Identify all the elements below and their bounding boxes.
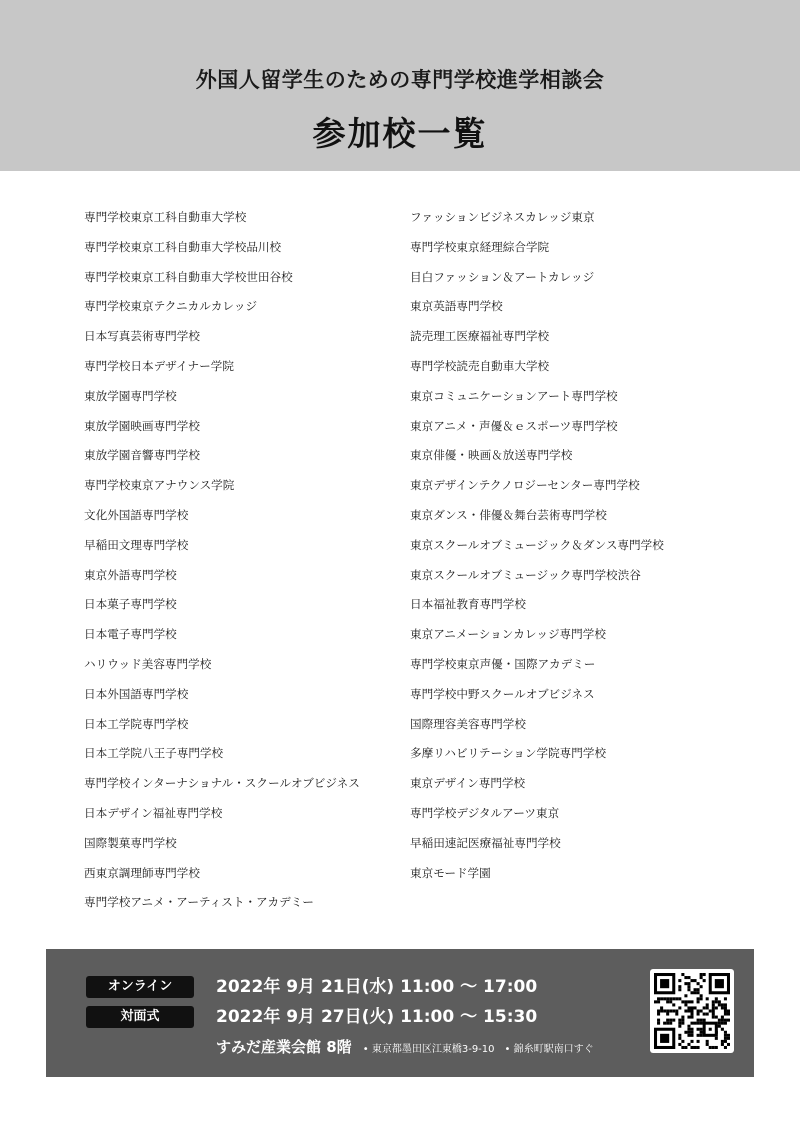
qr-module [690,1000,693,1003]
qr-module [703,1019,706,1022]
school-item: 専門学校東京工科自動車大学校品川校 [84,239,282,254]
school-item: 東放学園映画専門学校 [84,418,200,433]
school-item: 国際製菓専門学校 [84,835,177,850]
qr-module [684,994,687,997]
qr-module [687,976,690,979]
school-item: 東京外語専門学校 [84,567,177,582]
qr-module [669,1009,672,1012]
qr-module [727,1009,730,1012]
qr-module [687,1009,690,1012]
school-item: 専門学校デジタルアーツ東京 [410,805,560,820]
qr-module [675,1009,678,1012]
school-item: 専門学校東京経理綜合学院 [410,239,550,254]
qr-module [706,997,709,1000]
qr-module [724,1022,727,1025]
qr-module [706,1003,709,1006]
qr-module [684,1046,687,1049]
school-item: 国際理容美容専門学校 [410,716,526,731]
school-item: 専門学校東京工科自動車大学校世田谷校 [84,269,293,284]
qr-module [700,1031,703,1034]
school-item: ハリウッド美容専門学校 [84,656,212,671]
qr-module [690,1016,693,1019]
qr-module [709,1028,712,1031]
qr-module [666,1022,669,1025]
inperson-badge: 対面式 [86,1006,194,1028]
qr-module [681,1046,684,1049]
school-item: 東京英語専門学校 [410,299,503,314]
qr-module [694,979,697,982]
qr-module [678,1025,681,1028]
school-item: 専門学校日本デザイナー学院 [84,358,234,373]
school-item: 日本外国語専門学校 [84,686,189,701]
qr-module [715,1006,718,1009]
qr-module [703,1013,706,1016]
school-item: 西東京調理師専門学校 [84,865,200,880]
school-item: 早稲田文理専門学校 [84,537,189,552]
school-item: 日本写真芸術専門学校 [84,329,200,344]
qr-module [700,1028,703,1031]
qr-module [687,982,690,985]
qr-module [700,994,703,997]
qr-module [660,1009,663,1012]
qr-module [724,1031,727,1034]
school-item: 文化外国語専門学校 [84,507,189,522]
page-title: 参加校一覧 [312,114,488,153]
qr-module [727,1019,730,1022]
qr-module [681,1000,684,1003]
qr-module [669,1022,672,1025]
qr-module [690,991,693,994]
qr-module [697,991,700,994]
qr-module [678,1043,681,1046]
school-item: 日本電子専門学校 [84,627,177,642]
qr-module [697,988,700,991]
venue-line [216,1037,594,1060]
school-item: 東京デザイン専門学校 [410,776,526,791]
qr-module [697,997,700,1000]
qr-module [712,1009,715,1012]
qr-module [697,1028,700,1031]
qr-module [654,1000,657,1003]
qr-module [690,1022,693,1025]
qr-module [697,1009,700,1012]
qr-module [678,1022,681,1025]
school-item: 東京俳優・映画＆放送専門学校 [410,448,573,463]
qr-module [727,1034,730,1037]
qr-module [724,1037,727,1040]
qr-module [657,1022,660,1025]
qr-module [706,1013,709,1016]
qr-module [678,1019,681,1022]
qr-module [703,1006,706,1009]
header-band [0,0,800,171]
qr-module [666,1013,669,1016]
online-datetime: 2022年 9月 21日(水) 11:00 〜 17:00 [216,977,538,997]
school-item: 専門学校東京テクニカルカレッジ [84,299,258,314]
qr-module [715,1016,718,1019]
qr-module [657,1009,660,1012]
qr-module [669,997,672,1000]
qr-module [660,997,663,1000]
qr-module [700,976,703,979]
qr-module [703,973,706,976]
school-list-left [84,207,394,922]
school-item: 専門学校東京アナウンス学院 [84,478,235,493]
qr-module [684,1009,687,1012]
school-item: 目白ファッション＆アートカレッジ [410,269,595,284]
qr-module [663,997,666,1000]
qr-module [694,988,697,991]
qr-module [721,1022,724,1025]
qr-module [687,1006,690,1009]
qr-module [687,985,690,988]
qr-code-icon[interactable] [650,969,734,1053]
school-item: 東京スクールオブミュージック専門学校渋谷 [410,567,641,582]
qr-module [678,1006,681,1009]
qr-module [694,1006,697,1009]
qr-module [727,1037,730,1040]
qr-module [657,1000,660,1003]
qr-module [700,1022,703,1025]
qr-module [687,1016,690,1019]
qr-module [718,1000,721,1003]
qr-module [678,988,681,991]
qr-module [697,1013,700,1016]
school-item: 早稲田速記医療福祉専門学校 [410,835,561,850]
qr-module [721,1003,724,1006]
qr-module [694,991,697,994]
qr-module [681,1040,684,1043]
qr-module [690,1040,693,1043]
qr-module [724,1046,727,1049]
qr-module [678,979,681,982]
qr-module [694,1046,697,1049]
qr-module [672,1003,675,1006]
qr-module [709,1046,712,1049]
qr-module [721,1028,724,1031]
qr-module [681,1019,684,1022]
qr-module [672,1019,675,1022]
qr-module [690,1028,693,1031]
qr-module [687,1028,690,1031]
school-item: 東放学園専門学校 [84,388,177,403]
qr-module [678,1037,681,1040]
qr-module [666,1000,669,1003]
qr-module [718,1003,721,1006]
qr-module [687,1043,690,1046]
qr-module [690,1031,693,1034]
qr-module [681,1022,684,1025]
qr-module [718,1022,721,1025]
school-item: 日本工学院八王子専門学校 [84,746,224,761]
qr-module [706,1043,709,1046]
qr-module [721,1043,724,1046]
qr-module [700,1034,703,1037]
school-item: 専門学校東京工科自動車大学校 [84,210,247,224]
qr-module [706,1006,709,1009]
qr-module [721,1016,724,1019]
event-subtitle: 外国人留学生のための専門学校進学相談会 [195,68,605,92]
qr-module [715,1046,718,1049]
school-item: 専門学校アニメ・アーティスト・アカデミー [84,895,314,910]
qr-module [697,1022,700,1025]
qr-module [724,1013,727,1016]
school-item: 東京コミュニケーションアート専門学校 [410,388,618,403]
qr-module [690,1009,693,1012]
qr-module [675,1013,678,1016]
qr-module [715,1000,718,1003]
qr-module [724,1006,727,1009]
qr-module [678,997,681,1000]
qr-module [700,973,703,976]
qr-module [712,1016,715,1019]
qr-module [694,1022,697,1025]
qr-module [712,1046,715,1049]
online-badge: オンライン [86,976,194,998]
qr-module [721,1019,724,1022]
school-item: ファッションビジネスカレッジ東京 [410,210,595,224]
school-item: 読売理工医療福祉専門学校 [410,329,550,344]
qr-module [684,982,687,985]
qr-module [687,1034,690,1037]
school-item: 東京スクールオブミュージック＆ダンス専門学校 [410,537,664,552]
qr-module [684,1003,687,1006]
qr-module [663,1022,666,1025]
qr-module [681,1016,684,1019]
school-item: 日本工学院専門学校 [84,716,189,731]
qr-module [724,1009,727,1012]
qr-module [657,997,660,1000]
qr-module [687,1025,690,1028]
school-item: 日本菓子専門学校 [84,597,177,612]
qr-module [700,1009,703,1012]
qr-module [697,982,700,985]
qr-module [697,1034,700,1037]
school-item: 東放学園音響専門学校 [84,448,200,463]
qr-module [727,1013,730,1016]
qr-module [700,1019,703,1022]
qr-module [709,1009,712,1012]
school-list-right [410,207,730,892]
qr-module [697,1000,700,1003]
qr-module [690,1006,693,1009]
qr-code-graphic [650,969,734,1053]
qr-module [706,1040,709,1043]
qr-module [712,1013,715,1016]
school-item: 専門学校東京声優・国際アカデミー [410,656,596,671]
qr-module [672,997,675,1000]
qr-module [703,979,706,982]
qr-module [697,1046,700,1049]
school-item: 東京アニメ・声優＆ｅスポーツ専門学校 [410,418,618,433]
qr-module [669,1019,672,1022]
school-item: 専門学校読売自動車大学校 [410,358,550,373]
qr-module [727,1043,730,1046]
qr-module [690,1034,693,1037]
qr-module [660,1006,663,1009]
qr-module [721,1040,724,1043]
qr-module [715,997,718,1000]
qr-module [681,973,684,976]
qr-module [660,1034,669,1043]
qr-module [657,1019,660,1022]
qr-module [718,1025,721,1028]
qr-module [724,1034,727,1037]
school-item: 東京モード学園 [410,865,491,880]
venue-name: すみだ産業会館 8階 [216,1038,352,1056]
qr-module [724,1019,727,1022]
qr-module [666,1009,669,1012]
qr-module [700,997,703,1000]
qr-module [715,1037,718,1040]
qr-module [724,997,727,1000]
qr-module [657,1013,660,1016]
qr-module [672,1009,675,1012]
qr-module [718,1019,721,1022]
qr-module [687,1031,690,1034]
qr-module [690,1013,693,1016]
qr-module [712,1006,715,1009]
qr-module [712,1000,715,1003]
qr-module [678,1034,681,1037]
qr-module [721,1006,724,1009]
venue-address: • 東京都墨田区江東橋3-9-10 • 錦糸町駅南口すぐ [362,1044,594,1055]
event-info-panel [46,949,754,1077]
qr-module [684,1031,687,1034]
inperson-datetime: 2022年 9月 27日(火) 11:00 〜 15:30 [216,1007,538,1027]
school-item: 専門学校中野スクールオブビジネス [410,686,595,701]
qr-module [724,1003,727,1006]
qr-module [666,1019,669,1022]
qr-module [690,1046,693,1049]
qr-module [712,1003,715,1006]
school-item: 東京アニメーションカレッジ専門学校 [410,627,606,642]
school-item: 専門学校インターナショナル・スクールオブビジネス [84,776,360,791]
qr-module [669,1000,672,1003]
school-item: 日本デザイン福祉専門学校 [84,805,223,820]
qr-module [690,979,693,982]
qr-module [687,1000,690,1003]
school-item: 東京ダンス・俳優＆舞台芸術専門学校 [410,507,607,522]
qr-module [687,988,690,991]
qr-module [666,997,669,1000]
qr-module [675,997,678,1000]
qr-module [684,1000,687,1003]
qr-module [660,979,669,988]
qr-module [678,985,681,988]
qr-module [697,1019,700,1022]
school-item: 多摩リハビリテーション学院専門学校 [410,746,607,761]
qr-module [715,979,724,988]
school-item: 日本福祉教育専門学校 [410,597,526,612]
qr-module [684,976,687,979]
school-item: 東京デザインテクノロジーセンター専門学校 [410,478,640,493]
qr-module [663,1009,666,1012]
qr-module [724,1040,727,1043]
qr-module [700,985,703,988]
qr-module [697,1040,700,1043]
